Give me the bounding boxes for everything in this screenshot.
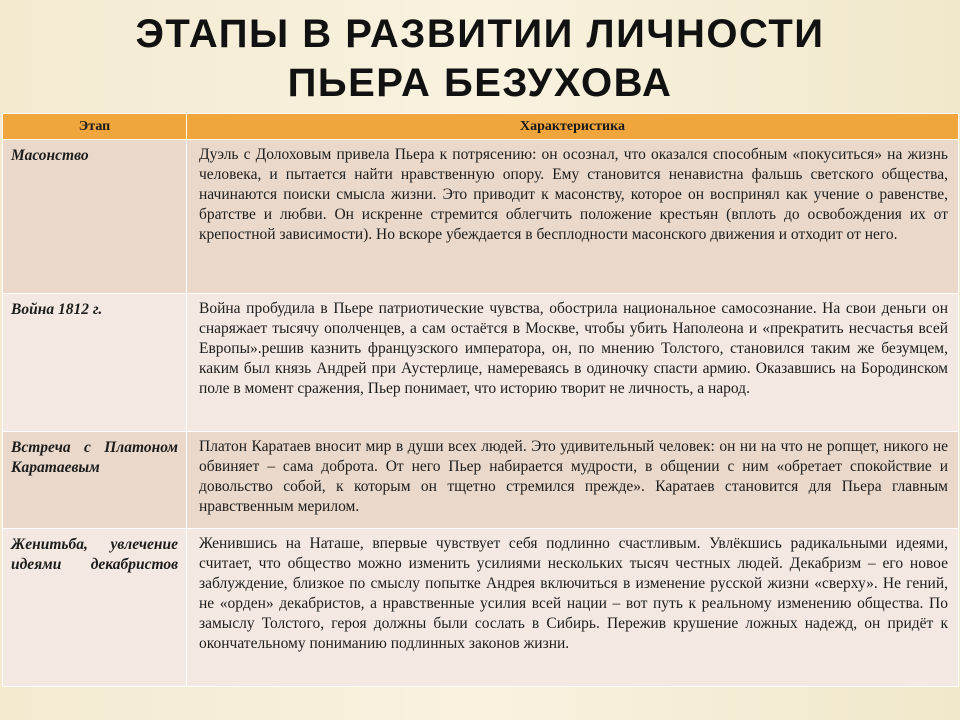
stage-cell: Масонство	[3, 140, 187, 294]
description-cell: Платон Каратаев вносит мир в души всех людей. Это удивительный человек: он ни на что не ропщет, никого не обвиняет – сама доброта. От него Пьер набирается мудрости, в общении с ним «обретает спокойствие и довольство собой, к которым он тщетно стремился прежде». Каратаев становится для Пьера главным нравственным мерилом.	[187, 432, 959, 529]
header-stage: Этап	[3, 114, 187, 140]
table-row	[3, 432, 959, 529]
description-cell: Женившись на Наташе, впервые чувствует себя подлинно счастливым. Увлёкшись радикальными идеями, считает, что общество можно изменить усилиями нескольких тысяч честных людей. Декабризм – его новое заблуждение, близкое по смыслу попытке Андрея включиться в изменение русской жизни «сверху». Не гений, не «орден» декабристов, а нравственные усилия всей нации – вот путь к реальному изменению общества. По замыслу Толстого, героя должны были сослать в Сибирь. Пережив крушение ложных надежд, он придёт к окончательному пониманию подлинных законов жизни.	[187, 529, 959, 687]
stage-cell: Женитьба, увлечение идеями декабристов	[3, 529, 187, 687]
table-row	[3, 529, 959, 687]
table-header-row	[3, 114, 959, 140]
stages-table	[2, 113, 959, 687]
table-row	[3, 140, 959, 294]
title-line-1: ЭТАПЫ В РАЗВИТИИ ЛИЧНОСТИ	[135, 12, 825, 56]
stage-cell: Война 1812 г.	[3, 294, 187, 432]
description-cell: Дуэль с Долоховым привела Пьера к потрясению: он осознал, что оказался способным «покуситься» на жизнь человека, и пытается найти нравственную опору. Ему становится ненавистна фальшь светского общества, начинаются поиски смысла жизни. Это приводит к масонству, которое он воспринял как учение о равенстве, братстве и любви. Он искренне стремится облегчить положение крестьян (вплоть до освобождения их от крепостной зависимости). Но вскоре убеждается в бесплодности масонского движения и отходит от него.	[187, 140, 959, 294]
table-row	[3, 294, 959, 432]
header-description: Характеристика	[187, 114, 959, 140]
description-cell: Война пробудила в Пьере патриотические чувства, обострила национальное самосознание. На свои деньги он снаряжает тысячу ополченцев, а сам остаётся в Москве, чтобы убить Наполеона и «прекратить несчастья всей Европы».решив казнить французского императора, он, по мнению Толстого, становился таким же безумцем, каким был князь Андрей при Аустерлице, намереваясь в одиночку спасти армию. Оказавшись на Бородинском поле в момент сражения, Пьер понимает, что историю творит не личность, а народ.	[187, 294, 959, 432]
stage-cell: Встреча с Платоном Каратаевым	[3, 432, 187, 529]
title-line-2: ПЬЕРА БЕЗУХОВА	[287, 61, 673, 105]
page-title	[0, 10, 960, 108]
